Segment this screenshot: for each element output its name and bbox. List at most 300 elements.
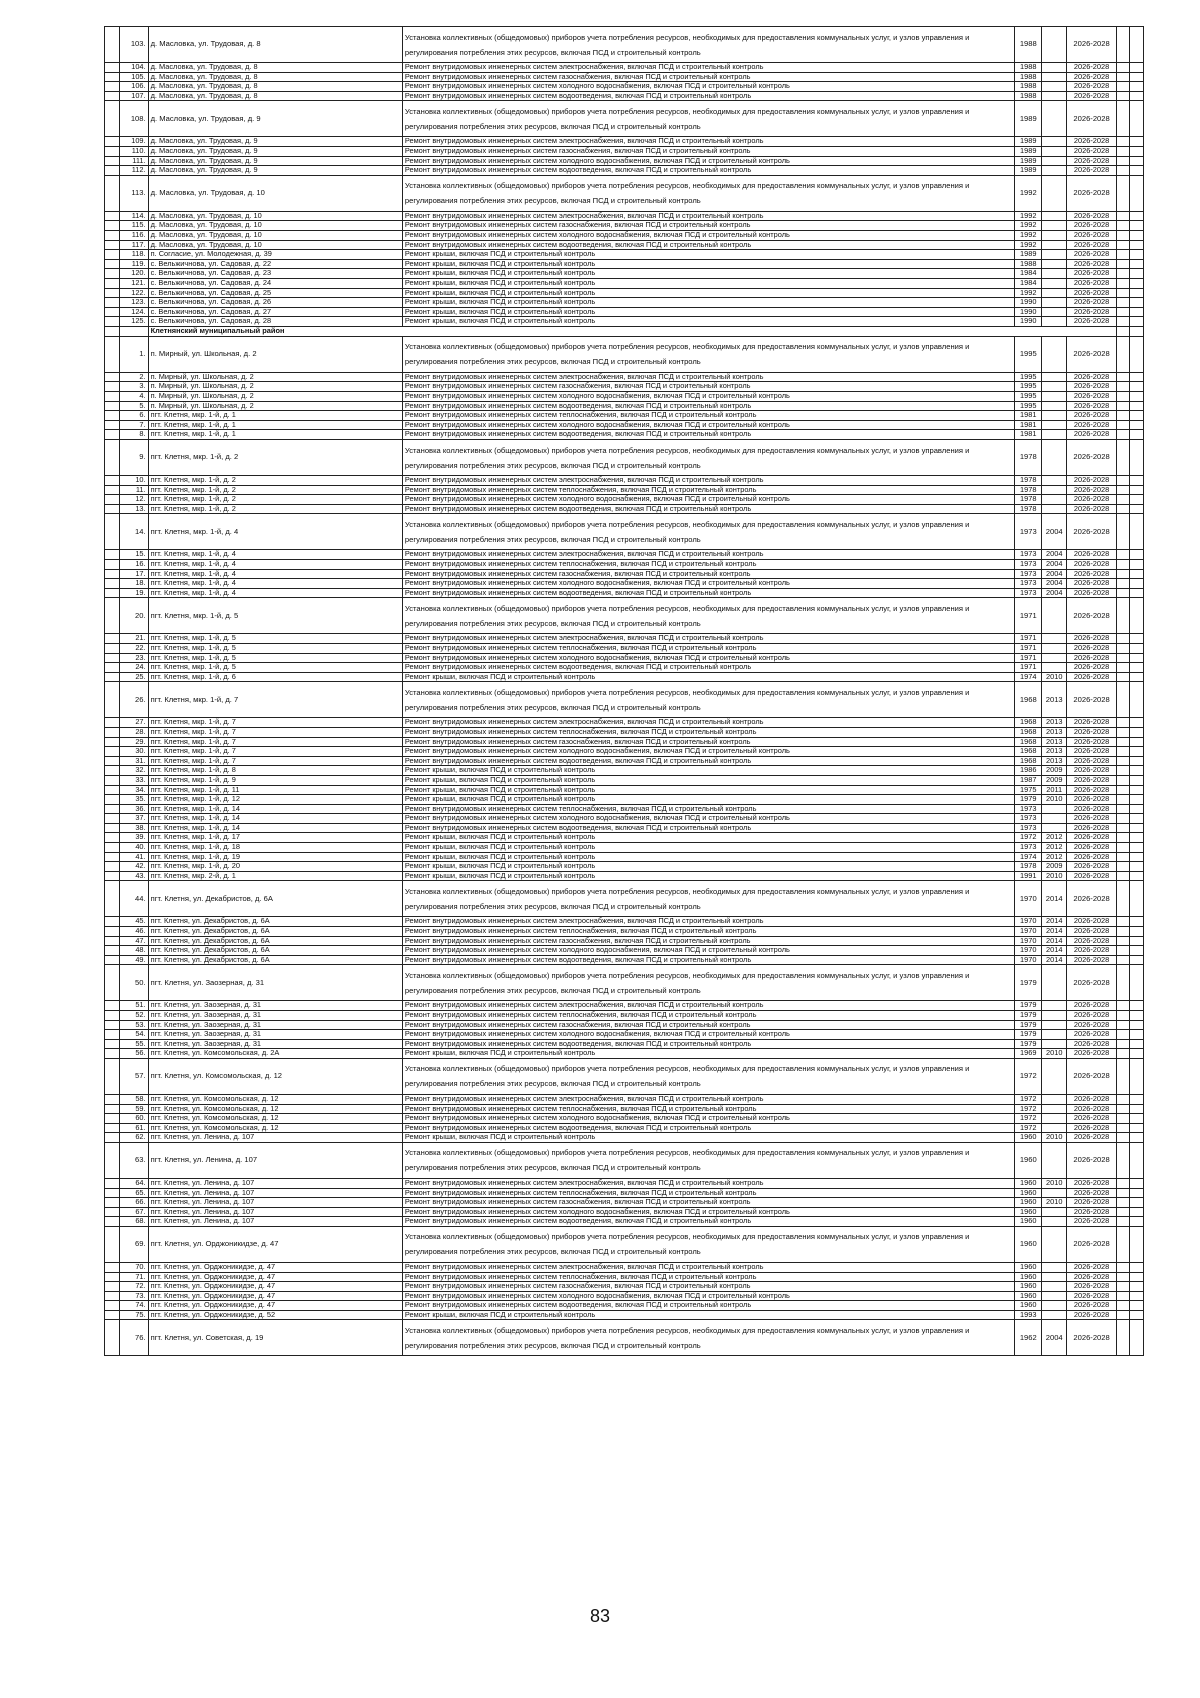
blank-cell [1130,72,1144,82]
margin-cell [105,1291,120,1301]
year-reconstruction-cell [1042,82,1067,92]
blank-cell [1116,843,1129,853]
address-cell: пгт. Клетня, ул. Орджоникидзе, д. 47 [148,1301,402,1311]
planned-period-cell: 2026-2028 [1067,514,1117,550]
blank-cell [1116,804,1129,814]
address-cell: пгт. Клетня, мкр. 1-й, д. 11 [148,785,402,795]
work-type-cell: Ремонт внутридомовых инженерных систем холодного водоснабжения, включая ПСД и строительный контроль [402,946,1014,956]
table-row [105,288,1144,298]
row-number: 33. [119,775,148,785]
blank-cell [1116,965,1129,1001]
year-built-cell: 1972 [1015,1123,1042,1133]
year-reconstruction-cell: 2013 [1042,718,1067,728]
row-number: 4. [119,392,148,402]
year-reconstruction-cell [1042,1058,1067,1094]
margin-cell [105,1282,120,1292]
row-number: 106. [119,82,148,92]
blank-cell [1130,1207,1144,1217]
blank-cell [1116,372,1129,382]
planned-period-cell: 2026-2028 [1067,1094,1117,1104]
address-cell: пгт. Клетня, мкр. 1-й, д. 8 [148,766,402,776]
year-reconstruction-cell [1042,495,1067,505]
address-cell: пгт. Клетня, ул. Орджоникидзе, д. 47 [148,1282,402,1292]
margin-cell [105,382,120,392]
blank-cell [1130,288,1144,298]
table-row [105,372,1144,382]
work-type-cell: Ремонт внутридомовых инженерных систем водоотведения, включая ПСД и строительный контроль [402,1123,1014,1133]
address-cell: пгт. Клетня, ул. Ленина, д. 107 [148,1188,402,1198]
blank-cell [1130,1310,1144,1320]
work-type-cell: Ремонт внутридомовых инженерных систем холодного водоснабжения, включая ПСД и строительный контроль [402,747,1014,757]
table-row [105,795,1144,805]
row-number: 36. [119,804,148,814]
row-number: 62. [119,1133,148,1143]
year-reconstruction-cell [1042,175,1067,211]
year-built-cell: 1995 [1015,372,1042,382]
work-type-cell: Ремонт внутридомовых инженерных систем электроснабжения, включая ПСД и строительный контроль [402,63,1014,73]
year-built-cell: 1978 [1015,476,1042,486]
year-reconstruction-cell [1042,440,1067,476]
work-type-cell: Ремонт внутридомовых инженерных систем холодного водоснабжения, включая ПСД и строительный контроль [402,1030,1014,1040]
table-row [105,175,1144,211]
address-cell: пгт. Клетня, мкр. 1-й, д. 4 [148,550,402,560]
table-row [105,1262,1144,1272]
row-number: 69. [119,1226,148,1262]
margin-cell [105,156,120,166]
row-number: 73. [119,1291,148,1301]
table-row [105,1142,1144,1178]
row-number: 63. [119,1142,148,1178]
blank-cell [1116,430,1129,440]
year-reconstruction-cell [1042,653,1067,663]
year-built-cell: 1984 [1015,278,1042,288]
work-type-cell: Ремонт внутридомовых инженерных систем теплоснабжения, включая ПСД и строительный контроль [402,1188,1014,1198]
row-number: 19. [119,588,148,598]
blank-cell [1130,1217,1144,1227]
address-cell: пгт. Клетня, ул. Комсомольская, д. 12 [148,1114,402,1124]
margin-cell [105,737,120,747]
table-row [105,852,1144,862]
address-cell: пгт. Клетня, мкр. 1-й, д. 2 [148,504,402,514]
work-type-cell: Ремонт внутридомовых инженерных систем холодного водоснабжения, включая ПСД и строительный контроль [402,420,1014,430]
blank-cell [1130,881,1144,917]
blank-cell [1116,785,1129,795]
year-reconstruction-cell [1042,27,1067,63]
address-cell: пгт. Клетня, ул. Декабристов, д. 6А [148,881,402,917]
planned-period-cell: 2026-2028 [1067,917,1117,927]
blank-cell [1116,756,1129,766]
address-cell: пгт. Клетня, мкр. 1-й, д. 4 [148,514,402,550]
margin-cell [105,946,120,956]
row-number: 1. [119,336,148,372]
year-reconstruction-cell [1042,401,1067,411]
row-number: 28. [119,727,148,737]
blank-cell [1130,927,1144,937]
table-row [105,1094,1144,1104]
blank-cell [1116,221,1129,231]
blank-cell [1130,1011,1144,1021]
table-row [105,27,1144,63]
year-reconstruction-cell: 2010 [1042,1178,1067,1188]
blank-cell [1130,91,1144,101]
planned-period-cell: 2026-2028 [1067,737,1117,747]
blank-cell [1116,476,1129,486]
row-number: 17. [119,569,148,579]
year-reconstruction-cell [1042,221,1067,231]
table-row [105,1310,1144,1320]
blank-cell [1130,1178,1144,1188]
year-reconstruction-cell [1042,965,1067,1001]
table-row [105,598,1144,634]
year-built-cell: 1993 [1015,1310,1042,1320]
margin-cell [105,1104,120,1114]
margin-cell [105,1142,120,1178]
blank-cell [1116,643,1129,653]
table-row [105,1133,1144,1143]
address-cell: д. Масловка, ул. Трудовая, д. 10 [148,175,402,211]
blank-cell [1116,269,1129,279]
planned-period-cell: 2026-2028 [1067,411,1117,421]
work-type-cell: Установка коллективных (общедомовых) приборов учета потребления ресурсов, необходимых для предоставления коммунальных услуг, и узлов управления и регулирования потребления этих ресурсов, включая ПСД и строительный контроль [402,1142,1014,1178]
work-type-cell: Установка коллективных (общедомовых) приборов учета потребления ресурсов, необходимых для предоставления коммунальных услуг, и узлов управления и регулирования потребления этих ресурсов, включая ПСД и строительный контроль [402,1320,1014,1356]
work-type-cell: Ремонт внутридомовых инженерных систем холодного водоснабжения, включая ПСД и строительный контроль [402,82,1014,92]
work-type-cell: Ремонт внутридомовых инженерных систем электроснабжения, включая ПСД и строительный контроль [402,718,1014,728]
table-row [105,1104,1144,1114]
year-reconstruction-cell [1042,298,1067,308]
row-number: 108. [119,101,148,137]
address-cell: пгт. Клетня, мкр. 1-й, д. 1 [148,420,402,430]
year-reconstruction-cell [1042,1217,1067,1227]
work-type-cell: Ремонт внутридомовых инженерных систем холодного водоснабжения, включая ПСД и строительный контроль [402,392,1014,402]
row-number: 52. [119,1011,148,1021]
work-type-cell: Ремонт крыши, включая ПСД и строительный контроль [402,871,1014,881]
margin-cell [105,1039,120,1049]
planned-period-cell: 2026-2028 [1067,485,1117,495]
margin-cell [105,1217,120,1227]
year-built-cell: 1992 [1015,288,1042,298]
work-type-cell: Ремонт крыши, включая ПСД и строительный контроль [402,1049,1014,1059]
address-cell: пгт. Клетня, ул. Ленина, д. 107 [148,1178,402,1188]
blank-cell [1130,259,1144,269]
row-number: 110. [119,146,148,156]
row-number: 11. [119,485,148,495]
blank-cell [1116,579,1129,589]
year-reconstruction-cell: 2009 [1042,862,1067,872]
blank-cell [1130,862,1144,872]
blank-cell [1116,440,1129,476]
work-type-cell: Ремонт внутридомовых инженерных систем водоотведения, включая ПСД и строительный контроль [402,166,1014,176]
year-reconstruction-cell: 2010 [1042,795,1067,805]
planned-period-cell: 2026-2028 [1067,747,1117,757]
row-number: 122. [119,288,148,298]
planned-period-cell: 2026-2028 [1067,550,1117,560]
year-built-cell: 1974 [1015,852,1042,862]
planned-period-cell: 2026-2028 [1067,440,1117,476]
address-cell: д. Масловка, ул. Трудовая, д. 8 [148,82,402,92]
blank-cell [1130,1142,1144,1178]
blank-cell [1116,682,1129,718]
blank-cell [1116,166,1129,176]
planned-period-cell: 2026-2028 [1067,862,1117,872]
work-type-cell: Ремонт внутридомовых инженерных систем электроснабжения, включая ПСД и строительный контроль [402,1001,1014,1011]
margin-cell [105,476,120,486]
row-number: 56. [119,1049,148,1059]
table-row [105,804,1144,814]
year-built-cell: 1960 [1015,1282,1042,1292]
margin-cell [105,804,120,814]
address-cell: пгт. Клетня, ул. Комсомольская, д. 12 [148,1094,402,1104]
blank-cell [1116,1011,1129,1021]
margin-cell [105,1272,120,1282]
year-built-cell: 1960 [1015,1291,1042,1301]
year-reconstruction-cell [1042,504,1067,514]
planned-period-cell: 2026-2028 [1067,1291,1117,1301]
planned-period-cell: 2026-2028 [1067,766,1117,776]
blank-cell [1130,1123,1144,1133]
blank-cell [1130,756,1144,766]
table-row [105,1226,1144,1262]
blank-cell [1116,317,1129,327]
margin-cell [105,259,120,269]
year-reconstruction-cell [1042,1020,1067,1030]
blank-cell [1116,871,1129,881]
work-type-cell: Ремонт крыши, включая ПСД и строительный контроль [402,862,1014,872]
year-reconstruction-cell [1042,259,1067,269]
blank-cell [1116,550,1129,560]
year-built-cell: 1989 [1015,156,1042,166]
work-type-cell: Ремонт внутридомовых инженерных систем газоснабжения, включая ПСД и строительный контроль [402,936,1014,946]
blank-cell [1130,663,1144,673]
planned-period-cell: 2026-2028 [1067,101,1117,137]
year-built-cell: 1968 [1015,727,1042,737]
margin-cell [105,833,120,843]
year-reconstruction-cell: 2004 [1042,588,1067,598]
address-cell: пгт. Клетня, ул. Ленина, д. 107 [148,1133,402,1143]
margin-cell [105,747,120,757]
blank-cell [1130,430,1144,440]
blank-cell [1130,298,1144,308]
blank-cell [1130,504,1144,514]
blank-cell [1130,63,1144,73]
margin-cell [105,927,120,937]
year-reconstruction-cell: 2010 [1042,1133,1067,1143]
year-built-cell: 1979 [1015,1039,1042,1049]
blank-cell [1130,307,1144,317]
blank-cell [1130,27,1144,63]
program-table [104,26,1144,1356]
table-row [105,823,1144,833]
blank-cell [1130,852,1144,862]
row-number: 43. [119,871,148,881]
planned-period-cell: 2026-2028 [1067,230,1117,240]
planned-period-cell: 2026-2028 [1067,643,1117,653]
work-type-cell: Ремонт внутридомовых инженерных систем электроснабжения, включая ПСД и строительный контроль [402,372,1014,382]
table-row [105,1207,1144,1217]
planned-period-cell: 2026-2028 [1067,804,1117,814]
year-built-cell: 1975 [1015,785,1042,795]
address-cell: д. Масловка, ул. Трудовая, д. 9 [148,156,402,166]
address-cell: пгт. Клетня, ул. Декабристов, д. 6А [148,927,402,937]
margin-cell [105,1001,120,1011]
work-type-cell: Ремонт внутридомовых инженерных систем теплоснабжения, включая ПСД и строительный контроль [402,927,1014,937]
work-type-cell: Ремонт внутридомовых инженерных систем теплоснабжения, включая ПСД и строительный контроль [402,560,1014,570]
row-number: 70. [119,1262,148,1272]
year-built-cell: 1978 [1015,440,1042,476]
row-number: 24. [119,663,148,673]
work-type-cell: Ремонт внутридомовых инженерных систем холодного водоснабжения, включая ПСД и строительный контроль [402,156,1014,166]
blank-cell [1130,682,1144,718]
address-cell: пгт. Клетня, ул. Заозерная, д. 31 [148,965,402,1001]
planned-period-cell: 2026-2028 [1067,221,1117,231]
work-type-cell: Ремонт внутридомовых инженерных систем холодного водоснабжения, включая ПСД и строительный контроль [402,1291,1014,1301]
margin-cell [105,1301,120,1311]
blank-cell [1116,718,1129,728]
table-row [105,936,1144,946]
blank-cell [1116,1030,1129,1040]
row-number: 34. [119,785,148,795]
blank-cell [1116,514,1129,550]
margin-cell [105,298,120,308]
planned-period-cell: 2026-2028 [1067,476,1117,486]
blank-cell [1130,326,1144,336]
margin-cell [105,1178,120,1188]
planned-period-cell: 2026-2028 [1067,382,1117,392]
blank-cell [1116,1104,1129,1114]
row-number: 72. [119,1282,148,1292]
planned-period-cell: 2026-2028 [1067,1133,1117,1143]
year-reconstruction-cell: 2010 [1042,871,1067,881]
work-type-cell: Ремонт внутридомовых инженерных систем водоотведения, включая ПСД и строительный контроль [402,1039,1014,1049]
planned-period-cell: 2026-2028 [1067,785,1117,795]
table-row [105,965,1144,1001]
row-number: 21. [119,634,148,644]
planned-period-cell: 2026-2028 [1067,795,1117,805]
blank-cell [1130,476,1144,486]
year-built-cell: 1984 [1015,269,1042,279]
blank-cell [1130,250,1144,260]
year-built-cell: 1992 [1015,175,1042,211]
margin-cell [105,307,120,317]
blank-cell [1116,560,1129,570]
table-row [105,1020,1144,1030]
year-reconstruction-cell [1042,146,1067,156]
blank-cell [1116,1291,1129,1301]
planned-period-cell: 2026-2028 [1067,756,1117,766]
work-type-cell: Установка коллективных (общедомовых) приборов учета потребления ресурсов, необходимых для предоставления коммунальных услуг, и узлов управления и регулирования потребления этих ресурсов, включая ПСД и строительный контроль [402,336,1014,372]
margin-cell [105,843,120,853]
blank-cell [1130,382,1144,392]
margin-cell [105,862,120,872]
blank-cell [1130,137,1144,147]
address-cell: пгт. Клетня, мкр. 1-й, д. 7 [148,737,402,747]
margin-cell [105,795,120,805]
margin-cell [105,718,120,728]
work-type-cell: Ремонт внутридомовых инженерных систем водоотведения, включая ПСД и строительный контроль [402,823,1014,833]
row-number: 112. [119,166,148,176]
margin-cell [105,240,120,250]
row-number: 65. [119,1188,148,1198]
planned-period-cell: 2026-2028 [1067,156,1117,166]
planned-period-cell: 2026-2028 [1067,718,1117,728]
table-row [105,166,1144,176]
margin-cell [105,823,120,833]
row-number: 47. [119,936,148,946]
row-number: 76. [119,1320,148,1356]
blank-cell [1130,718,1144,728]
year-built-cell: 1979 [1015,1030,1042,1040]
blank-cell [1116,298,1129,308]
address-cell: пгт. Клетня, ул. Ленина, д. 107 [148,1207,402,1217]
table-row [105,230,1144,240]
blank-cell [1116,766,1129,776]
blank-cell [1116,946,1129,956]
blank-cell [1116,862,1129,872]
row-number: 29. [119,737,148,747]
row-number: 39. [119,833,148,843]
year-reconstruction-cell: 2010 [1042,1198,1067,1208]
year-reconstruction-cell [1042,288,1067,298]
row-number: 54. [119,1030,148,1040]
year-reconstruction-cell: 2010 [1042,1049,1067,1059]
year-reconstruction-cell: 2004 [1042,550,1067,560]
row-number: 51. [119,1001,148,1011]
planned-period-cell: 2026-2028 [1067,250,1117,260]
year-reconstruction-cell: 2013 [1042,737,1067,747]
row-number: 74. [119,1301,148,1311]
planned-period-cell: 2026-2028 [1067,1011,1117,1021]
table-row [105,1011,1144,1021]
work-type-cell: Ремонт внутридомовых инженерных систем газоснабжения, включая ПСД и строительный контроль [402,737,1014,747]
work-type-cell: Ремонт внутридомовых инженерных систем электроснабжения, включая ПСД и строительный контроль [402,476,1014,486]
year-reconstruction-cell [1042,211,1067,221]
year-reconstruction-cell [1042,1039,1067,1049]
year-built-cell: 1987 [1015,775,1042,785]
year-reconstruction-cell [1042,1011,1067,1021]
margin-cell [105,166,120,176]
address-cell: п. Мирный, ул. Школьная, д. 2 [148,401,402,411]
blank-cell [1116,663,1129,673]
row-number: 124. [119,307,148,317]
year-built-cell: 1995 [1015,401,1042,411]
blank-cell [1130,440,1144,476]
work-type-cell: Ремонт внутридомовых инженерных систем водоотведения, включая ПСД и строительный контроль [402,240,1014,250]
blank-cell [1130,82,1144,92]
work-type-cell: Ремонт внутридомовых инженерных систем холодного водоснабжения, включая ПСД и строительный контроль [402,495,1014,505]
year-built-cell: 1979 [1015,1011,1042,1021]
planned-period-cell: 2026-2028 [1067,1039,1117,1049]
planned-period-cell: 2026-2028 [1067,91,1117,101]
margin-cell [105,936,120,946]
year-built-cell: 1962 [1015,1320,1042,1356]
table-row [105,862,1144,872]
year-reconstruction-cell [1042,1282,1067,1292]
address-cell: пгт. Клетня, мкр. 1-й, д. 5 [148,634,402,644]
blank-cell [1116,1039,1129,1049]
row-number [119,326,148,336]
year-built-cell: 1981 [1015,430,1042,440]
year-reconstruction-cell [1042,1142,1067,1178]
year-built-cell: 1973 [1015,569,1042,579]
row-number: 14. [119,514,148,550]
work-type-cell: Ремонт внутридомовых инженерных систем теплоснабжения, включая ПСД и строительный контроль [402,485,1014,495]
work-type-cell: Ремонт крыши, включая ПСД и строительный контроль [402,259,1014,269]
planned-period-cell: 2026-2028 [1067,775,1117,785]
planned-period-cell: 2026-2028 [1067,823,1117,833]
year-built-cell: 1960 [1015,1272,1042,1282]
planned-period-cell: 2026-2028 [1067,1142,1117,1178]
blank-cell [1130,1272,1144,1282]
year-built-cell: 1960 [1015,1301,1042,1311]
